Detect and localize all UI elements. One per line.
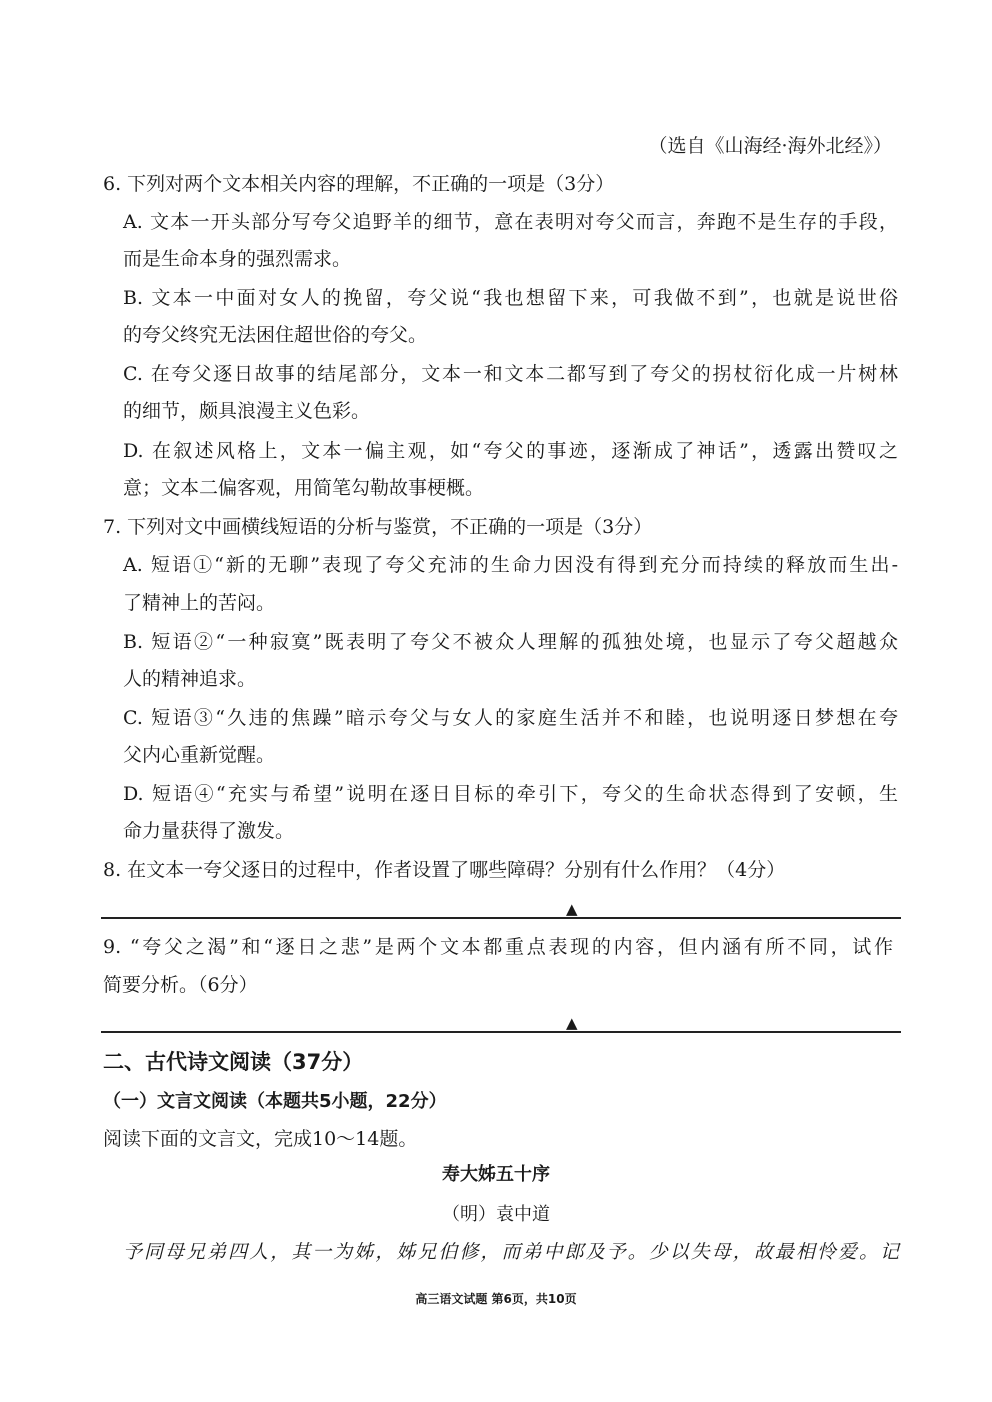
reading-instruction: 阅读下面的文言文，完成10～14题。 bbox=[103, 1128, 418, 1150]
answer-marker-q8: ▲ bbox=[566, 900, 578, 918]
q6-option-b-line2: 的夸父终究无法困住超世俗的夸父。 bbox=[123, 324, 428, 346]
q7-option-b-line1: B. 短语②“一种寂寞”既表明了夸父不被众人理解的孤独处境，也显示了夸父超越众 bbox=[123, 631, 898, 653]
q7-option-b-line2: 人的精神追求。 bbox=[123, 668, 257, 690]
passage-title: 寿大姊五十序 bbox=[442, 1164, 550, 1185]
question-7-stem: 7. 下列对文中画横线短语的分析与鉴赏，不正确的一项是（3分） bbox=[103, 516, 653, 538]
answer-line-q8 bbox=[101, 917, 901, 919]
sub-section-heading: （一）文言文阅读（本题共5小题，22分） bbox=[103, 1091, 447, 1112]
question-8-stem: 8. 在文本一夸父逐日的过程中，作者设置了哪些障碍？分别有什么作用？（4分） bbox=[103, 859, 786, 881]
question-9-stem-line1: 9. “夸父之渴”和“逐日之悲”是两个文本都重点表现的内容，但内涵有所不同，试作 bbox=[103, 936, 893, 958]
answer-marker-q9: ▲ bbox=[566, 1014, 578, 1032]
passage-author: （明）袁中道 bbox=[442, 1204, 550, 1225]
q6-option-b-line1: B. 文本一中面对女人的挽留，夸父说“我也想留下来，可我做不到”，也就是说世俗 bbox=[123, 287, 898, 309]
q7-option-a-line1: A. 短语①“新的无聊”表现了夸父充沛的生命力因没有得到充分而持续的释放而生出- bbox=[123, 554, 898, 576]
question-9-stem-line2: 简要分析。（6分） bbox=[103, 974, 258, 996]
section-heading: 二、古代诗文阅读（37分） bbox=[103, 1050, 364, 1074]
q6-option-a-line2: 而是生命本身的强烈需求。 bbox=[123, 248, 352, 270]
q7-option-c-line2: 父内心重新觉醒。 bbox=[123, 744, 276, 766]
source-citation: （选自《山海经·海外北经》） bbox=[648, 135, 892, 157]
q6-option-c-line2: 的细节，颇具浪漫主义色彩。 bbox=[123, 400, 371, 422]
question-6-stem: 6. 下列对两个文本相关内容的理解，不正确的一项是（3分） bbox=[103, 173, 615, 195]
page-footer: 高三语文试题 第6页，共10页 bbox=[415, 1292, 577, 1306]
q7-option-c-line1: C. 短语③“久违的焦躁”暗示夸父与女人的家庭生活并不和睦，也说明逐日梦想在夸 bbox=[123, 707, 898, 729]
q6-option-d-line2: 意；文本二偏客观，用简笔勾勒故事梗概。 bbox=[123, 477, 485, 499]
q6-option-a-line1: A. 文本一开头部分写夸父追野羊的细节，意在表明对夸父而言，奔跑不是生存的手段， bbox=[123, 211, 898, 233]
q6-option-d-line1: D. 在叙述风格上，文本一偏主观，如“夸父的事迹，逐渐成了神话”，透露出赞叹之 bbox=[123, 440, 898, 462]
answer-line-q9 bbox=[101, 1031, 901, 1033]
q7-option-a-line2: 了精神上的苦闷。 bbox=[123, 592, 276, 614]
q7-option-d-line2: 命力量获得了激发。 bbox=[123, 820, 295, 842]
q6-option-c-line1: C. 在夸父逐日故事的结尾部分，文本一和文本二都写到了夸父的拐杖衍化成一片树林 bbox=[123, 363, 898, 385]
q7-option-d-line1: D. 短语④“充实与希望”说明在逐日目标的牵引下，夸父的生命状态得到了安顿，生 bbox=[123, 783, 898, 805]
passage-first-line: 予同母兄弟四人，其一为姊，姊兄伯修，而弟中郎及予。少以失母，故最相怜爱。记 bbox=[123, 1241, 900, 1263]
